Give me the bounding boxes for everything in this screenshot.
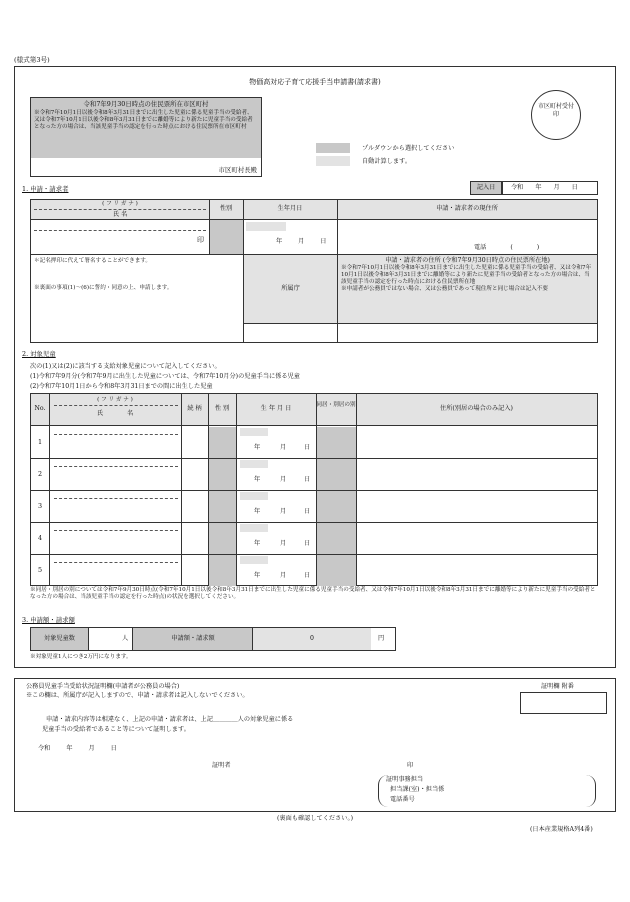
child-address-field[interactable] <box>358 428 595 456</box>
child-date-part: 年 <box>254 444 261 451</box>
applicant-furigana-header: ( フ リ ガ ナ ) <box>102 201 138 207</box>
legend-pulldown-swatch <box>316 143 350 153</box>
children-gender-header: 性 別 <box>214 405 230 412</box>
section2-title: 2. 対象児童 <box>22 350 56 358</box>
child-era-select[interactable] <box>240 428 268 436</box>
child-date-part: 月 <box>280 508 287 515</box>
child-count-unit: 人 <box>122 635 129 642</box>
form-number: (様式第3号) <box>14 56 50 64</box>
office-line1: 証明事務担当 <box>386 776 424 783</box>
child-gender-select[interactable] <box>209 459 236 490</box>
child-furigana-field[interactable] <box>54 530 178 531</box>
child-cohabit-select[interactable] <box>317 491 356 522</box>
child-furigana-field[interactable] <box>54 434 178 435</box>
applicant-gender-header: 性別 <box>219 205 233 212</box>
entry-date-value: 令和 年 月 日 <box>502 181 598 195</box>
section2-footnote: ※同居・別居の別については令和7年9月30日時点(令和7年10月1日以後令和8年3月31日までに出生した児童に係る児童手当の受給者、又は令和7年10月1日以後令和8年3月31日までに離婚等により新たに児童手当の受給者となった方の場合は、当該児童手当の認定を行った時点)の状況を選択してください。 <box>30 587 596 600</box>
child-row-number: 4 <box>37 534 43 542</box>
children-name-header: 氏 名 <box>96 410 134 417</box>
child-furigana-field[interactable] <box>54 498 178 499</box>
child-row-number: 2 <box>37 470 43 478</box>
child-address-field[interactable] <box>358 492 595 520</box>
child-cohabit-select[interactable] <box>317 555 356 586</box>
child-date-part: 日 <box>304 540 311 547</box>
child-relation-select[interactable] <box>182 427 207 457</box>
child-address-field[interactable] <box>358 460 595 488</box>
row-divider <box>31 522 597 523</box>
notice-heading: 令和7年9月30日時点の住民票所在市区町村 <box>83 100 209 108</box>
resident-info-cell <box>338 255 597 323</box>
child-furigana-field[interactable] <box>54 562 178 563</box>
children-address-header: 住所(別居の場合のみ記入) <box>440 405 513 412</box>
applicant-era-select[interactable] <box>246 222 286 231</box>
affiliation-label: 所属庁 <box>281 285 300 292</box>
applicant-name-header: 氏 名 <box>112 211 128 218</box>
child-count-label: 対象児童数 <box>31 628 88 650</box>
child-date-part: 月 <box>280 540 287 547</box>
child-date-part: 日 <box>304 572 311 579</box>
legend-pulldown-text: プルダウンから選択してください <box>362 145 455 152</box>
certificate-date[interactable]: 令和 年 月 日 <box>38 745 117 752</box>
row-divider <box>31 554 597 555</box>
applicant-address-header: 申請・請求者の現住所 <box>436 205 498 212</box>
children-cohabit-header: 同居・別居の別 <box>316 402 356 408</box>
child-furigana-field[interactable] <box>54 466 178 467</box>
child-gender-select[interactable] <box>209 491 236 522</box>
pledge-note: ※裏面の事項(1)～(6)に誓約・同意の上、申請します。 <box>34 285 173 291</box>
child-relation-select[interactable] <box>182 459 207 489</box>
certifier-label: 証明者 <box>212 762 231 769</box>
child-date-part: 月 <box>280 572 287 579</box>
child-name-field[interactable] <box>52 436 180 456</box>
legend-auto-text: 自動計算します。 <box>362 158 412 165</box>
child-cohabit-select[interactable] <box>317 459 356 490</box>
child-date-part: 日 <box>304 444 311 451</box>
furigana-divider <box>54 405 178 406</box>
sign-note: ＊記名押印に代えて署名することができます。 <box>34 258 152 264</box>
resident-note1: ※令和7年10月1日以後令和8年3月31日までに出生した児童に係る児童手当の受給者、又は令和7年10月1日以後令和8年3月31日までに離婚等により新たに児童手当の受給者となった方の場合は、当該児童手当の認定を行った時点における住民票所在地 <box>341 264 592 285</box>
paper-standard: (日本産業規格A列4番) <box>530 826 593 833</box>
child-cohabit-select[interactable] <box>317 523 356 554</box>
child-cohabit-select[interactable] <box>317 427 356 458</box>
child-name-field[interactable] <box>52 532 180 552</box>
applicant-name-field[interactable] <box>34 232 206 252</box>
child-relation-select[interactable] <box>182 523 207 553</box>
child-date-part: 年 <box>254 476 261 483</box>
section2-item2: (2)令和7年10月1日から令和8年3月31日までの間に出生した児童 <box>30 383 213 390</box>
resident-heading: 申請・請求者の住所 (令和7年9月30日時点の住民票所在地) <box>385 257 550 264</box>
child-row-number: 3 <box>37 502 43 510</box>
furigana-divider <box>34 209 206 210</box>
row-divider <box>31 490 597 491</box>
section1-title: 1. 申請・請求者 <box>22 185 69 193</box>
section2-item1: (1)令和7年9月分(令和7年9月に出生した児童については、令和7年10月分)の児童手当に係る児童 <box>30 373 300 380</box>
child-era-select[interactable] <box>240 524 268 532</box>
child-name-field[interactable] <box>52 468 180 488</box>
seal-mark: 印 <box>197 236 204 244</box>
amount-unit: 円 <box>378 635 385 642</box>
child-name-field[interactable] <box>52 564 180 584</box>
children-birth-header: 生 年 月 日 <box>260 405 292 412</box>
stamp-label: 市区町村受付印 <box>538 103 575 118</box>
section2-intro: 次の(1)又は(2)に該当する支給対象児童について記入してください。 <box>30 363 221 370</box>
office-line2: 担当課(室)・担当係 <box>390 786 445 793</box>
children-furigana-header: ( フ リ ガ ナ ) <box>97 397 133 403</box>
resident-address-field[interactable] <box>340 325 595 341</box>
child-name-field[interactable] <box>52 500 180 520</box>
row-divider <box>244 323 597 324</box>
children-relation-header: 続 柄 <box>187 405 202 412</box>
applicant-birth-date[interactable]: 年 月 日 <box>276 238 327 245</box>
reception-stamp <box>531 90 581 140</box>
affiliation-field[interactable] <box>246 325 336 341</box>
child-date-part: 日 <box>304 508 311 515</box>
certificate-title: 公務員児童手当受給状況証明欄(申請者が公務員の場合) <box>26 683 180 690</box>
section3-note: ※対象児童1人につき2万円になります。 <box>30 654 132 660</box>
child-gender-select[interactable] <box>209 523 236 554</box>
child-era-select[interactable] <box>240 460 268 468</box>
child-date-part: 月 <box>280 476 287 483</box>
amount-value: 0 <box>252 628 371 650</box>
child-date-part: 年 <box>254 572 261 579</box>
child-date-part: 年 <box>254 540 261 547</box>
applicant-phone[interactable]: 電話 ( ) <box>474 244 540 251</box>
children-no-header: No. <box>34 405 46 412</box>
notice-body: ※令和7年10月1日以後令和8年3月31日までに出生した児童に係る児童手当の受給者、又は令和7年10月1日以後令和8年3月31日までに離婚等により新たに児童手当の受給者となった方の場合は、当該児童手当の認定を行った時点における住民票所在市区町村 <box>34 110 253 130</box>
certifier-seal: 印 <box>407 762 414 769</box>
back-check-note: (裏面も確認してください。) <box>277 815 353 822</box>
legend-auto-swatch <box>316 156 350 166</box>
child-era-select[interactable] <box>240 492 268 500</box>
child-date-part: 日 <box>304 476 311 483</box>
notice-box <box>30 97 262 177</box>
amount-label: 申請額・請求額 <box>132 628 253 650</box>
applicant-address-field[interactable] <box>340 222 594 242</box>
section3-title: 3. 申請額・請求額 <box>22 616 75 624</box>
applicant-furigana-field[interactable] <box>34 230 206 231</box>
certificate-number-field[interactable] <box>520 692 607 714</box>
resident-note2: ※申請者が公務員ではない場合、又は公務員であって現住所と同じ場合は記入不要 <box>341 285 548 292</box>
child-relation-select[interactable] <box>182 491 207 521</box>
office-line3: 電話番号 <box>390 796 415 803</box>
applicant-birth-header: 生年月日 <box>277 205 303 212</box>
child-address-field[interactable] <box>358 556 595 584</box>
child-relation-select[interactable] <box>182 555 207 585</box>
col-divider <box>88 628 89 650</box>
child-row-number: 5 <box>37 566 43 574</box>
form-title: 物価高対応子育て応援手当申請書(請求書) <box>249 78 381 86</box>
child-address-field[interactable] <box>358 524 595 552</box>
child-row-number: 1 <box>37 438 43 446</box>
addressee: 市区町村長殿 <box>218 166 257 174</box>
row-divider <box>31 458 597 459</box>
entry-date-label: 記入日 <box>470 181 502 195</box>
child-date-part: 年 <box>254 508 261 515</box>
applicant-gender-select[interactable] <box>210 220 243 254</box>
child-gender-select[interactable] <box>209 555 236 586</box>
child-date-part: 月 <box>280 444 287 451</box>
certificate-statement2: 児童手当の受給者であること等について証明します。 <box>42 726 190 733</box>
certificate-number-label: 証明欄 附番 <box>541 683 574 690</box>
child-gender-select[interactable] <box>209 427 236 458</box>
certificate-note: ※この欄は、所属庁が記入しますので、申請・請求者は記入しないでください。 <box>26 692 249 699</box>
certificate-statement1: 申請・請求内容等は相違なく、上記の申請・請求者は、上記＿＿＿＿人の対象児童に係る <box>46 716 294 723</box>
child-era-select[interactable] <box>240 556 268 564</box>
